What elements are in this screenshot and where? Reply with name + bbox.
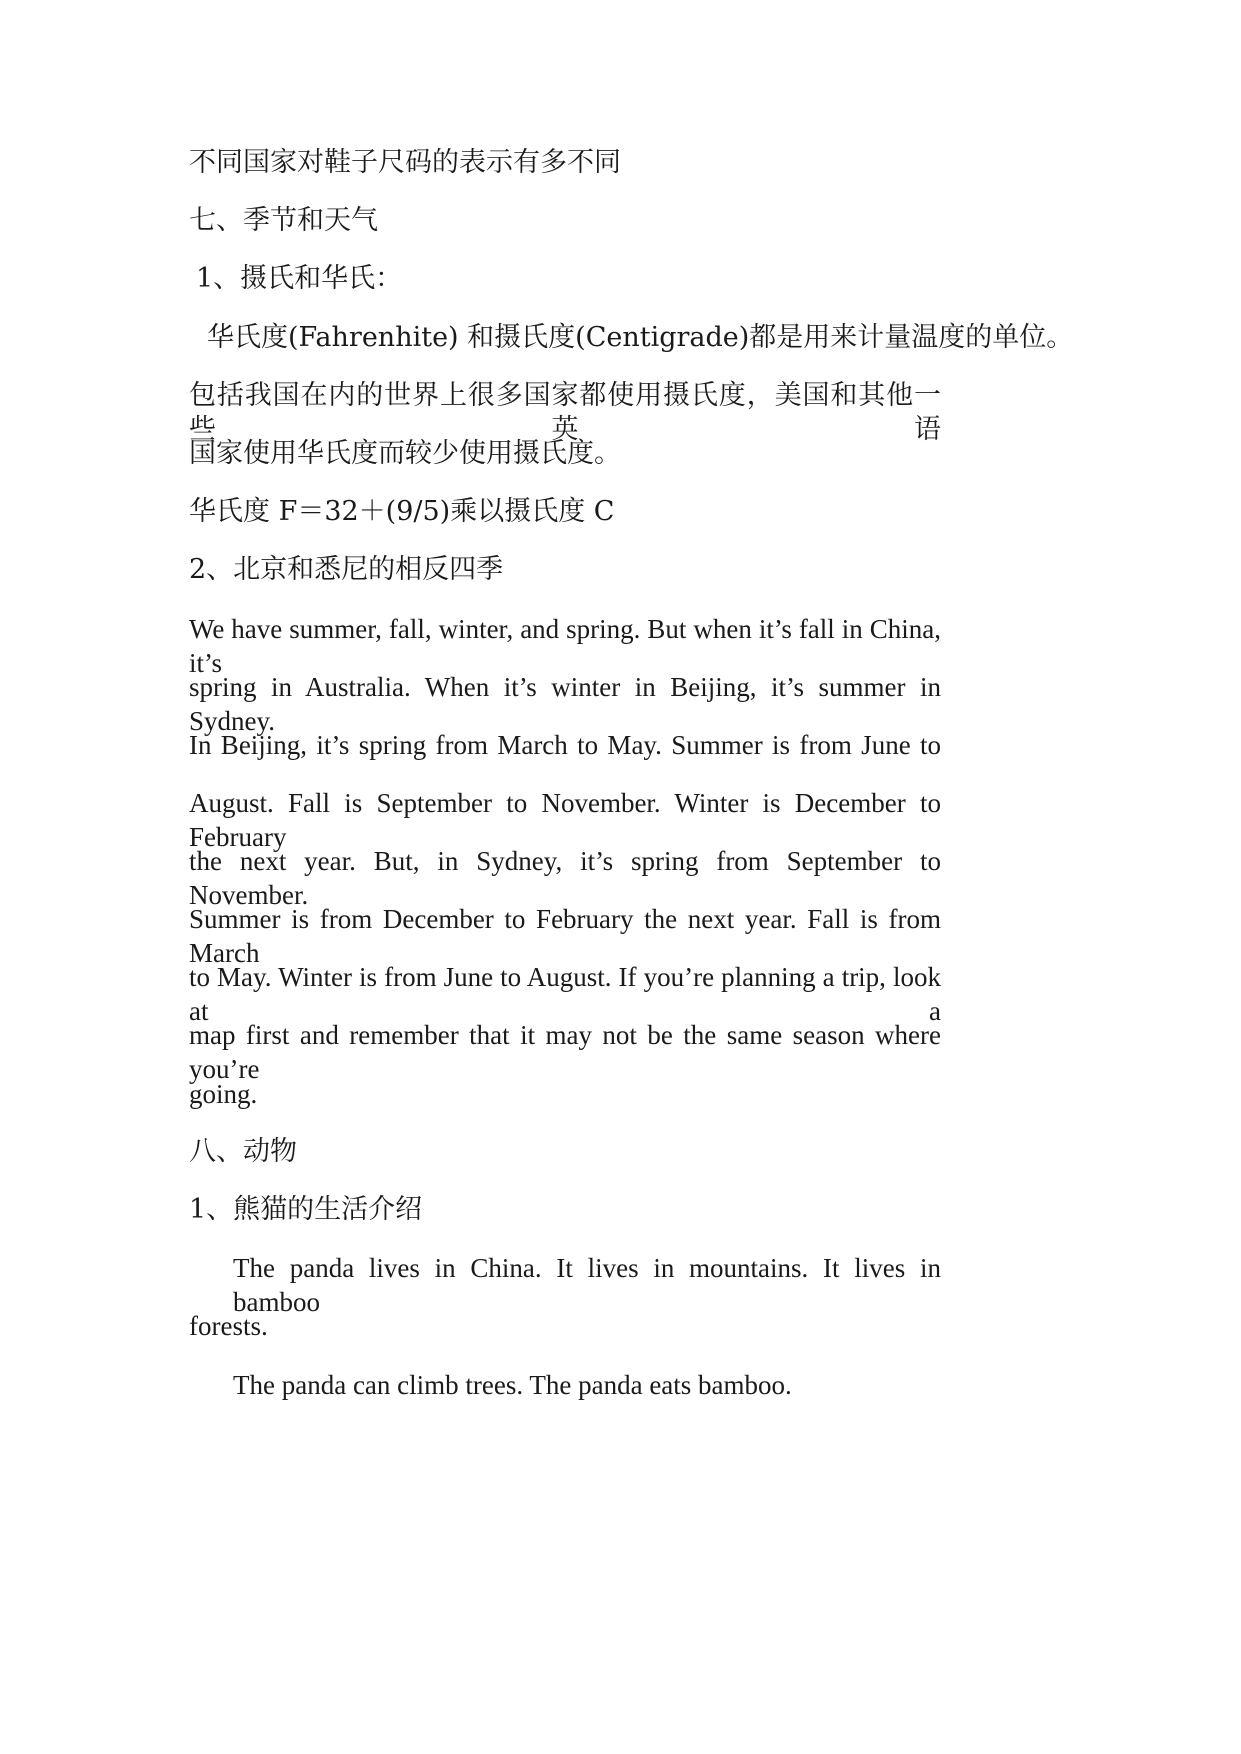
seasons-paragraph-line-5: the next year. But, in Sydney, it’s spring from September to November. (189, 846, 941, 910)
seasons-paragraph-line-9: going. (189, 1079, 258, 1109)
shoe-size-heading: 不同国家对鞋子尺码的表示有多不同 (189, 147, 621, 178)
seasons-paragraph-line-4: August. Fall is September to November. Winter is December to February (189, 788, 941, 852)
seasons-paragraph-line-3: In Beijing, it’s spring from March to May. Summer is from June to (189, 730, 941, 760)
temperature-paragraph-line-2: 包括我国在内的世界上很多国家都使用摄氏度，美国和其他一些英语 (189, 380, 941, 445)
seasons-paragraph-line-7: to May. Winter is from June to August. If you’re planning a trip, look at a (189, 962, 941, 1026)
panda-paragraph-line-1: The panda lives in China. It lives in mountains. It lives in bamboo (233, 1253, 941, 1317)
subsection-celsius-fahrenheit-heading: 1、摄氏和华氏： (196, 263, 403, 294)
section-eight-heading: 八、动物 (189, 1136, 297, 1167)
seasons-paragraph-line-6: Summer is from December to February the next year. Fall is from March (189, 904, 941, 968)
subsection-panda-heading: 1、熊猫的生活介绍 (189, 1194, 423, 1225)
panda-paragraph-line-3: The panda can climb trees. The panda eats bamboo. (233, 1370, 792, 1400)
conversion-formula: 华氏度 F＝32＋(9/5)乘以摄氏度 C (189, 496, 615, 527)
temperature-paragraph-line-1: 华氏度(Fahrenhite) 和摄氏度(Centigrade)都是用来计量温度的单位。 (207, 322, 1074, 353)
panda-paragraph-line-2: forests. (189, 1311, 268, 1341)
seasons-paragraph-line-2: spring in Australia. When it’s winter in Beijing, it’s summer in Sydney. (189, 672, 941, 736)
section-seven-heading: 七、季节和天气 (189, 205, 378, 236)
temperature-paragraph-line-3: 国家使用华氏度而较少使用摄氏度。 (189, 438, 621, 469)
subsection-seasons-heading: 2、北京和悉尼的相反四季 (189, 554, 504, 585)
seasons-paragraph-line-8: map first and remember that it may not be the same season where you’re (189, 1020, 941, 1084)
seasons-paragraph-line-1: We have summer, fall, winter, and spring. But when it’s fall in China, it’s (189, 614, 941, 678)
